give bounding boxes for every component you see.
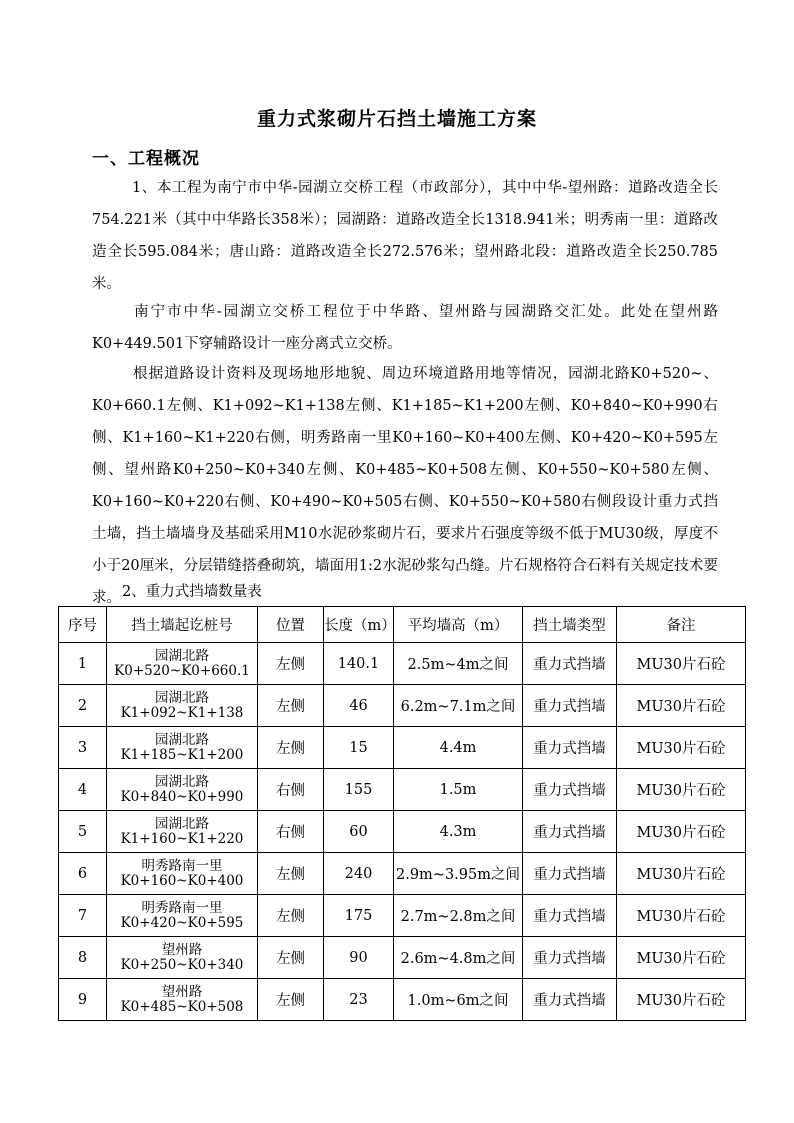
cell-length: 23 — [324, 979, 394, 1021]
cell-length: 46 — [324, 685, 394, 727]
cell-type: 重力式挡墙 — [523, 685, 617, 727]
cell-station — [107, 937, 258, 979]
paragraph-project-scope — [92, 172, 718, 300]
station-range: K0+520~K0+660.1 — [114, 662, 250, 679]
header-cell: 平均墙高（m） — [394, 607, 523, 643]
paragraph-text: 根据道路设计资料及现场地形地貌、周边环境道路用地等情况，园湖北路K0+520~、K0+660.1左侧、K1+092~K1+138左侧、K1+185~K1+200左侧、K0+840~K0+990右侧、K1+160~K1+220右侧，明秀路南一里K0+160~K0+400左侧、K0+420~K0+595左侧、望州路K0+250~K0+340左侧、K0+485~K0+508左侧、K0+550~K0+580左侧、K0+160~K0+220右侧、K0+490~K0+505右侧、K0+550~K0+580右侧段设计重力式挡土墙，挡土墙墙身及基础采用M10水泥砂浆砌片石，要求片石强度等级不低于MU30级，厚度不小于20厘米，分层错缝搭叠砌筑，墙面用1:2水泥砂浆勾凸缝。片石规格符合石料有关规定技术要求。 — [92, 366, 718, 606]
station-range: K0+160~K0+400 — [120, 872, 244, 889]
cell-side: 右侧 — [258, 769, 324, 811]
station-range: K1+160~K1+220 — [120, 830, 244, 847]
cell-note: MU30片石砼 — [617, 685, 746, 727]
cell-height: 1.0m~6m之间 — [394, 979, 523, 1021]
section-heading: 一、工程概况 — [92, 149, 200, 169]
header-cell: 序号 — [59, 607, 107, 643]
cell-side: 左侧 — [258, 727, 324, 769]
cell-no: 3 — [59, 727, 107, 769]
header-cell: 挡土墙起讫桩号 — [107, 607, 258, 643]
cell-height: 2.5m~4m之间 — [394, 643, 523, 685]
cell-side: 左侧 — [258, 895, 324, 937]
cell-height: 4.3m — [394, 811, 523, 853]
header-cell: 长度（m） — [324, 607, 394, 643]
cell-height: 2.6m~4.8m之间 — [394, 937, 523, 979]
cell-note: MU30片石砼 — [617, 727, 746, 769]
cell-type: 重力式挡墙 — [523, 769, 617, 811]
cell-height: 4.4m — [394, 727, 523, 769]
cell-length: 240 — [324, 853, 394, 895]
cell-height: 1.5m — [394, 769, 523, 811]
table-caption: 2、重力式挡墙数量表 — [122, 584, 262, 600]
cell-type: 重力式挡墙 — [523, 979, 617, 1021]
cell-no: 2 — [59, 685, 107, 727]
cell-station — [107, 685, 258, 727]
cell-length: 155 — [324, 769, 394, 811]
header-cell: 位置 — [258, 607, 324, 643]
table-row — [59, 685, 746, 727]
road-name: 望州路 — [161, 941, 203, 958]
cell-note: MU30片石砼 — [617, 769, 746, 811]
cell-type: 重力式挡墙 — [523, 937, 617, 979]
cell-no: 9 — [59, 979, 107, 1021]
table-row — [59, 811, 746, 853]
cell-no: 6 — [59, 853, 107, 895]
station-range: K1+092~K1+138 — [120, 704, 244, 721]
cell-height: 2.9m~3.95m之间 — [394, 853, 523, 895]
cell-station — [107, 853, 258, 895]
cell-height: 6.2m~7.1m之间 — [394, 685, 523, 727]
table-row — [59, 643, 746, 685]
table-row — [59, 853, 746, 895]
cell-length: 175 — [324, 895, 394, 937]
table-row — [59, 937, 746, 979]
cell-side: 右侧 — [258, 811, 324, 853]
cell-station — [107, 769, 258, 811]
table-row — [59, 769, 746, 811]
cell-no: 4 — [59, 769, 107, 811]
table-row — [59, 895, 746, 937]
cell-note: MU30片石砼 — [617, 937, 746, 979]
table-header-row — [59, 607, 746, 643]
cell-type: 重力式挡墙 — [523, 643, 617, 685]
road-name: 园湖北路 — [155, 689, 209, 706]
document-title: 重力式浆砌片石挡土墙施工方案 — [256, 108, 537, 130]
cell-no: 1 — [59, 643, 107, 685]
cell-note: MU30片石砼 — [617, 979, 746, 1021]
cell-no: 5 — [59, 811, 107, 853]
cell-side: 左侧 — [258, 685, 324, 727]
cell-station — [107, 727, 258, 769]
paragraph-text: 南宁市中华-园湖立交桥工程位于中华路、望州路与园湖路交汇处。此处在望州路K0+449.501下穿辅路设计一座分离式立交桥。 — [92, 304, 718, 352]
cell-type: 重力式挡墙 — [523, 811, 617, 853]
header-cell: 挡土墙类型 — [523, 607, 617, 643]
table-row — [59, 979, 746, 1021]
road-name: 园湖北路 — [155, 773, 209, 790]
road-name: 明秀路南一里 — [141, 857, 223, 874]
cell-length: 90 — [324, 937, 394, 979]
road-name: 园湖北路 — [155, 647, 209, 664]
station-range: K0+485~K0+508 — [120, 998, 244, 1015]
cell-station — [107, 895, 258, 937]
cell-no: 8 — [59, 937, 107, 979]
table-row — [59, 727, 746, 769]
road-name: 明秀路南一里 — [141, 899, 223, 916]
station-range: K0+840~K0+990 — [120, 788, 244, 805]
paragraph-location — [92, 296, 718, 360]
cell-station — [107, 643, 258, 685]
cell-note: MU30片石砼 — [617, 895, 746, 937]
paragraph-design — [92, 358, 718, 614]
cell-type: 重力式挡墙 — [523, 853, 617, 895]
cell-side: 左侧 — [258, 853, 324, 895]
header-cell: 备注 — [617, 607, 746, 643]
cell-station — [107, 811, 258, 853]
cell-side: 左侧 — [258, 643, 324, 685]
station-range: K1+185~K1+200 — [120, 746, 244, 763]
road-name: 园湖北路 — [155, 815, 209, 832]
cell-length: 140.1 — [324, 643, 394, 685]
cell-no: 7 — [59, 895, 107, 937]
station-range: K0+250~K0+340 — [120, 956, 244, 973]
cell-length: 15 — [324, 727, 394, 769]
cell-note: MU30片石砼 — [617, 643, 746, 685]
cell-station — [107, 979, 258, 1021]
cell-type: 重力式挡墙 — [523, 895, 617, 937]
cell-note: MU30片石砼 — [617, 811, 746, 853]
paragraph-text: 1、本工程为南宁市中华-园湖立交桥工程（市政部分），其中中华-望州路：道路改造全长754.221米（其中中华路长358米）；园湖路：道路改造全长1318.941米；明秀南一里：道路改造全长595.084米；唐山路：道路改造全长272.576米；望州路北段：道路改造全长250.785米。 — [92, 180, 718, 292]
cell-type: 重力式挡墙 — [523, 727, 617, 769]
road-name: 望州路 — [161, 983, 203, 1000]
cell-length: 60 — [324, 811, 394, 853]
cell-note: MU30片石砼 — [617, 853, 746, 895]
cell-height: 2.7m~2.8m之间 — [394, 895, 523, 937]
station-range: K0+420~K0+595 — [120, 914, 244, 931]
road-name: 园湖北路 — [155, 731, 209, 748]
cell-side: 左侧 — [258, 937, 324, 979]
retaining-wall-quantity-table — [58, 606, 746, 1021]
cell-side: 左侧 — [258, 979, 324, 1021]
